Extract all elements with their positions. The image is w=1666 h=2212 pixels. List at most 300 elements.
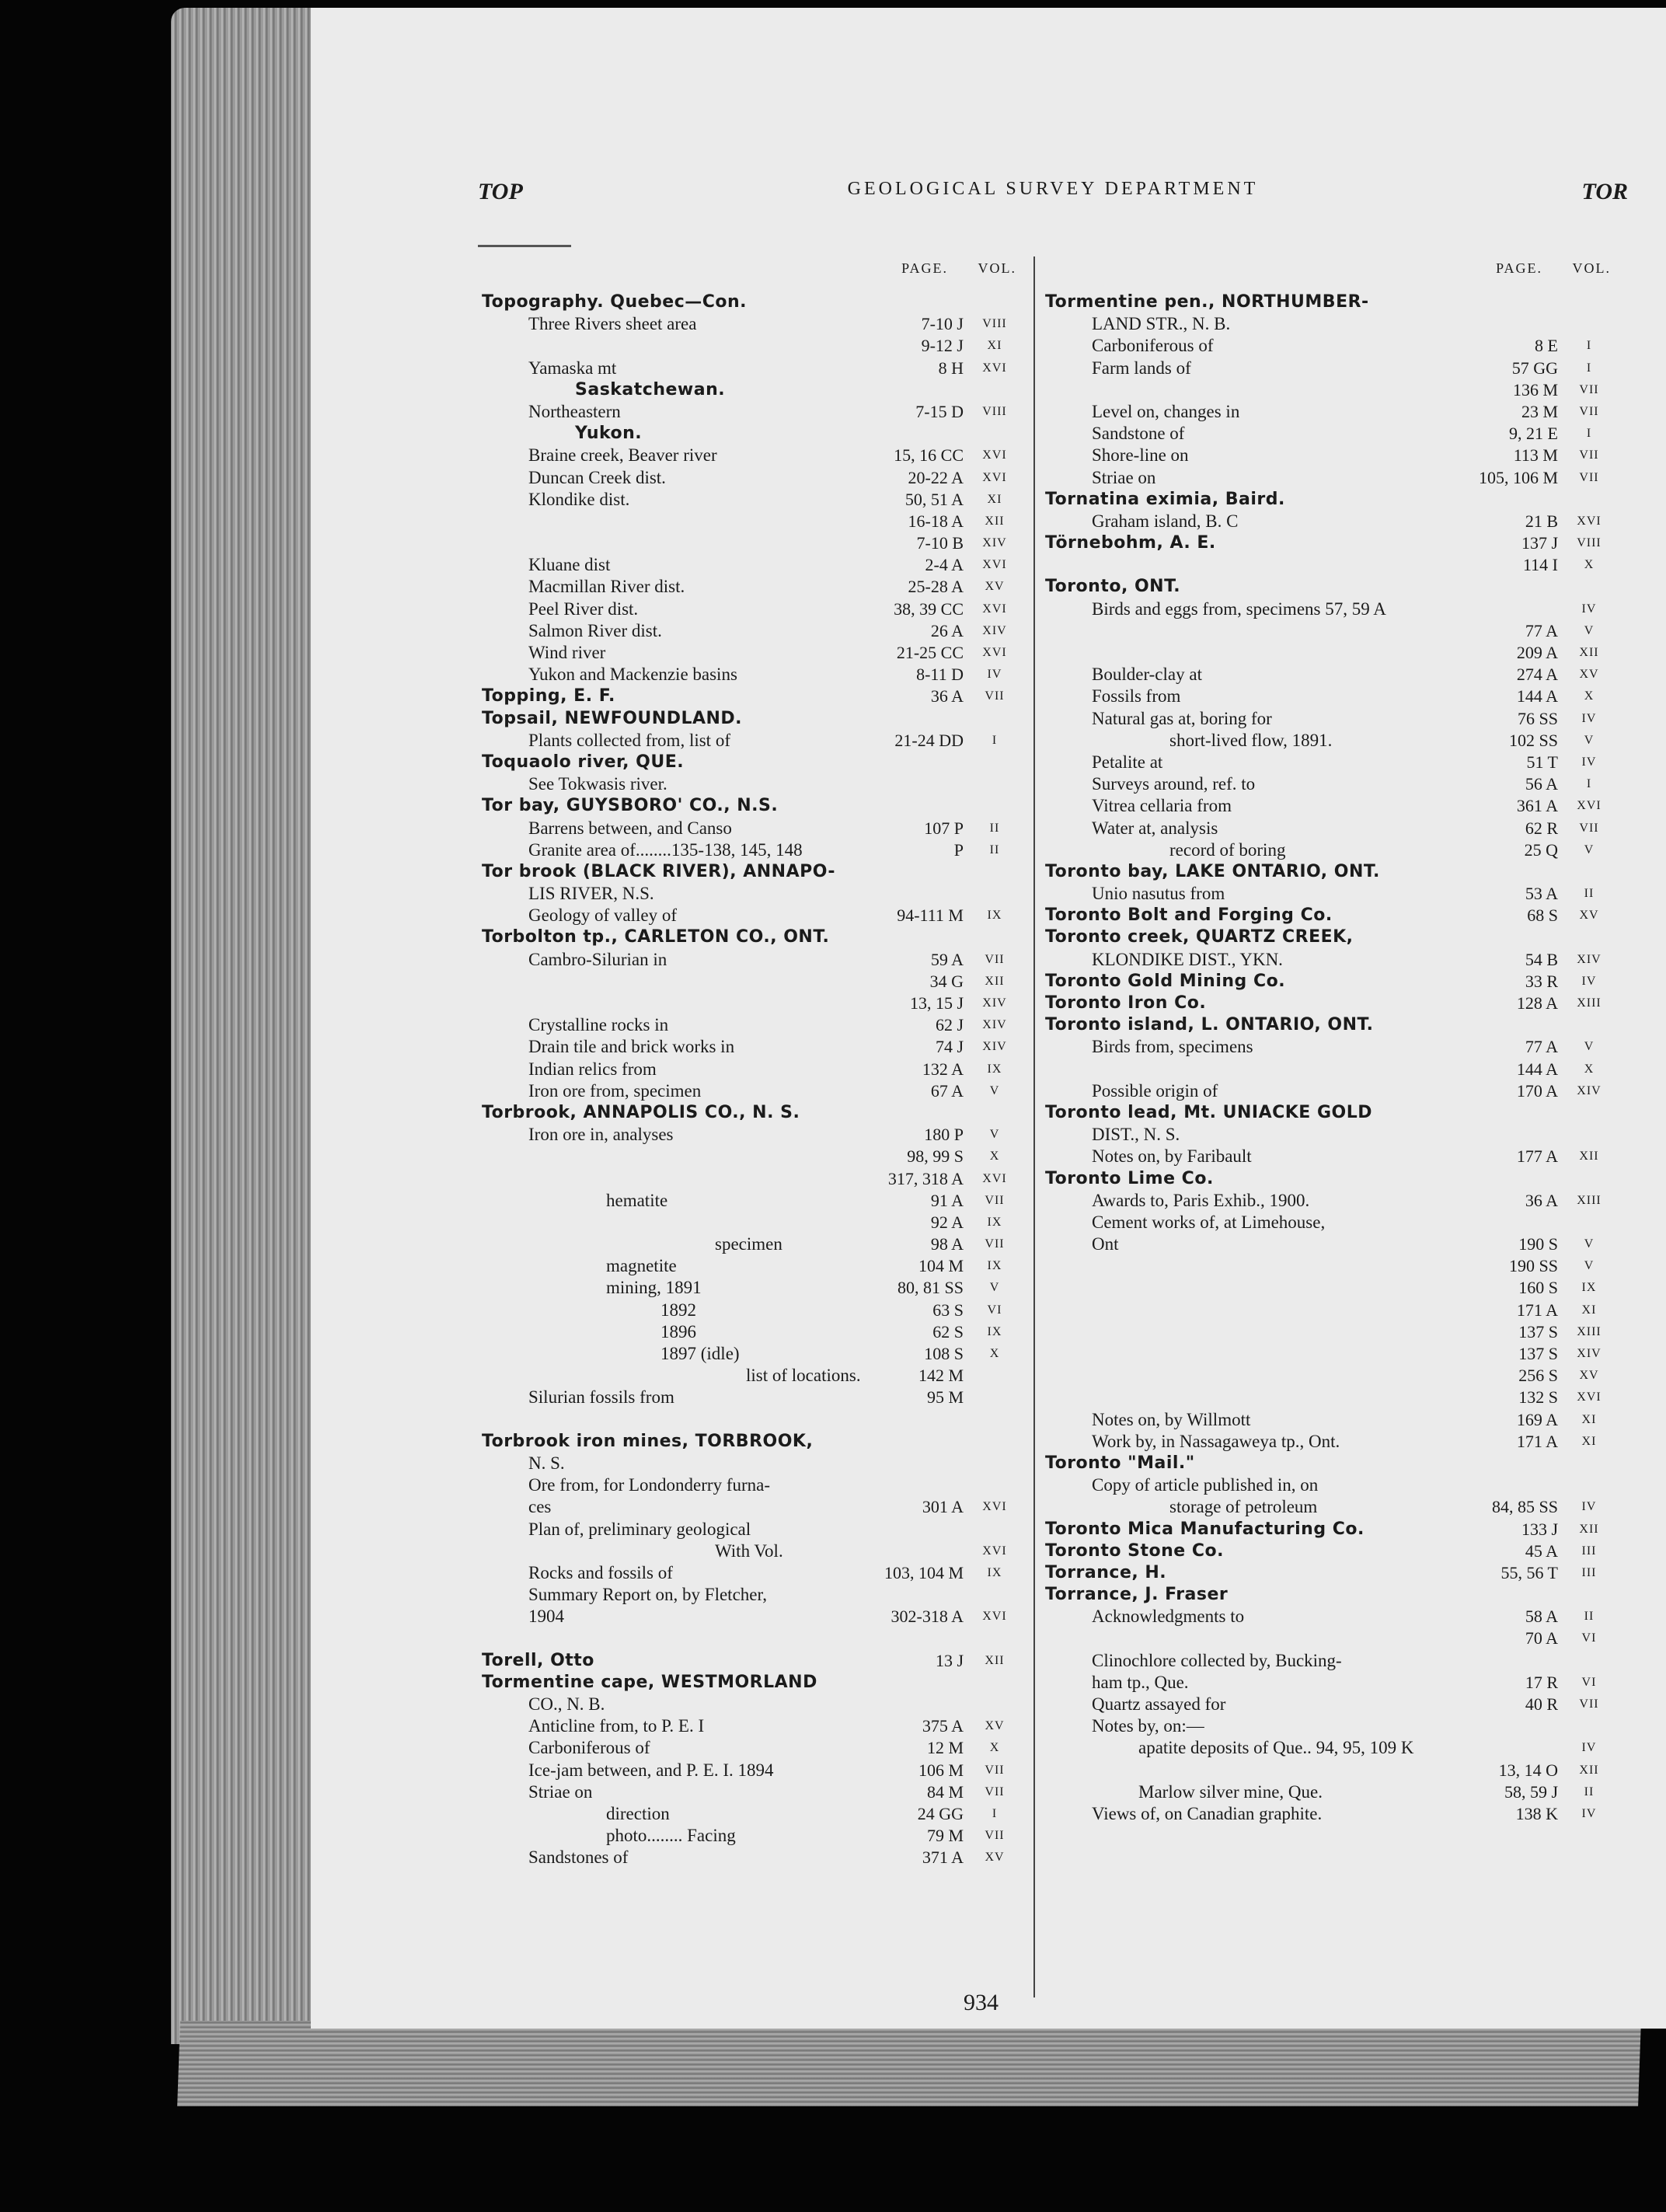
index-entry-row	[482, 401, 1026, 423]
index-heading-row	[482, 423, 1026, 445]
index-entry-row	[482, 905, 1026, 926]
entry-text: KLONDIKE DIST., YKN.	[1092, 949, 1283, 969]
entry-text: 1896	[660, 1321, 696, 1342]
index-entry-row	[482, 1496, 1026, 1518]
volume-ref: I	[992, 1806, 998, 1820]
entry-text: Level on, changes in	[1092, 401, 1240, 421]
index-entry-row	[482, 1014, 1026, 1036]
index-entry-row	[482, 489, 1026, 511]
volume-ref: XII	[1579, 1763, 1599, 1777]
index-heading-row	[482, 861, 1026, 883]
index-heading-row	[1045, 926, 1620, 948]
entry-text: Salmon River dist.	[528, 620, 662, 640]
index-entry-row	[1045, 1760, 1620, 1781]
volume-ref: VII	[1579, 404, 1599, 418]
volume-ref: II	[1584, 887, 1595, 901]
index-entry-row	[482, 1715, 1026, 1737]
page-ref: 67 A	[930, 1080, 964, 1101]
index-entry-row	[482, 1847, 1026, 1868]
entry-heading: Toronto Lime Co.	[1045, 1168, 1214, 1188]
volume-ref: V	[989, 1128, 1000, 1142]
volume-ref: III	[1581, 1565, 1597, 1579]
page-ref: 77 A	[1525, 620, 1558, 640]
index-entry-row	[482, 839, 1026, 861]
volume-ref: X	[1584, 1062, 1595, 1076]
index-entry-row	[482, 620, 1026, 642]
left-column-heading	[482, 260, 1026, 291]
page-ref: 15, 16 CC	[894, 445, 964, 466]
vol-heading: VOL.	[1572, 260, 1611, 276]
index-entry-row	[1045, 423, 1620, 445]
page-ref: 36 A	[930, 686, 964, 707]
entry-heading: Topography. Quebec—Con.	[482, 292, 748, 312]
page-ref: 302-318 A	[891, 1607, 964, 1627]
page-ref: 102 SS	[1509, 730, 1558, 750]
header-left-guide: TOP	[478, 179, 523, 204]
volume-ref: XVI	[982, 602, 1007, 616]
entry-heading: Törnebohm, A. E.	[1045, 533, 1216, 553]
index-entry-row	[482, 1146, 1026, 1167]
volume-ref: III	[1581, 1544, 1597, 1558]
entry-text: Carboniferous of	[1092, 336, 1214, 356]
page-ref: 103, 104 M	[884, 1562, 964, 1582]
index-entry-row	[482, 1190, 1026, 1212]
index-entry-row	[482, 554, 1026, 576]
index-entry-row	[1045, 1628, 1620, 1649]
page-ref: 371 A	[922, 1847, 964, 1868]
page-ref: 7-10 J	[921, 314, 964, 334]
page-ref: 137 J	[1521, 533, 1558, 553]
volume-ref: V	[1584, 733, 1595, 747]
page-ref: 169 A	[1516, 1409, 1558, 1429]
index-entry-row	[1045, 1715, 1620, 1737]
entry-text: Notes by, on:—	[1092, 1716, 1204, 1736]
volume-ref: II	[1584, 1610, 1595, 1624]
volume-ref: IX	[987, 1259, 1002, 1273]
entry-text: ces	[528, 1497, 552, 1517]
page-ref: 114 I	[1522, 555, 1558, 575]
index-entry-row	[482, 1255, 1026, 1277]
entry-text: Anticline from, to P. E. I	[528, 1716, 705, 1736]
header-right-guide: TOR	[1581, 179, 1628, 204]
entry-heading: Toronto lead, Mt. UNIACKE GOLD	[1045, 1102, 1373, 1122]
page-ref: 190 S	[1518, 1234, 1558, 1254]
index-entry-row	[482, 993, 1026, 1014]
index-entry-row	[1045, 1124, 1620, 1146]
page-ref: 21-24 DD	[894, 730, 964, 750]
index-heading-row	[1045, 1168, 1620, 1190]
index-entry-row	[482, 1453, 1026, 1474]
entry-heading: Torbolton tp., CARLETON CO., ONT.	[482, 927, 830, 947]
entry-text: hematite	[606, 1190, 668, 1210]
entry-text: Ont	[1092, 1234, 1119, 1254]
entry-text: Views of, on Canadian graphite.	[1092, 1803, 1323, 1823]
volume-ref: IX	[987, 1062, 1002, 1076]
entry-text: Graham island, B. C	[1092, 511, 1239, 531]
entry-text: Crystalline rocks in	[528, 1015, 669, 1035]
index-entry-row	[482, 1409, 1026, 1431]
entry-text: Granite area of........135-138, 145, 148	[528, 839, 803, 860]
page-ref: 62 R	[1525, 818, 1558, 838]
entry-text: With Vol.	[715, 1540, 783, 1561]
index-entry-row	[482, 1694, 1026, 1715]
page-ref: 57 GG	[1511, 358, 1558, 378]
page-ref: 25 Q	[1524, 839, 1558, 860]
index-heading-row	[482, 1672, 1026, 1694]
index-heading-row	[1045, 861, 1620, 883]
page-ref: 20-22 A	[908, 467, 964, 487]
index-entry-row	[482, 1300, 1026, 1321]
entry-text: 1897 (idle)	[660, 1344, 740, 1363]
page-ref: 53 A	[1525, 884, 1558, 904]
volume-ref: XVI	[982, 1171, 1007, 1185]
page-ref: 76 SS	[1518, 708, 1558, 728]
page-ref: 7-15 D	[915, 401, 964, 421]
volume-ref: XV	[985, 1851, 1005, 1865]
index-entry-row	[482, 1562, 1026, 1584]
volume-ref: V	[989, 1083, 1000, 1097]
index-heading-row	[1045, 1519, 1620, 1540]
entry-text: Klondike dist.	[528, 489, 630, 509]
volume-ref: V	[1584, 1237, 1595, 1251]
page-ref: 9-12 J	[921, 336, 964, 356]
index-entry-row	[1045, 1233, 1620, 1255]
page-ref: 274 A	[1516, 665, 1558, 685]
volume-ref: I	[1586, 361, 1592, 375]
entry-text: CO., N. B.	[528, 1694, 605, 1714]
page-ref: 108 S	[924, 1344, 964, 1363]
index-heading-row	[482, 1431, 1026, 1453]
volume-ref: IV	[1581, 602, 1597, 616]
entry-text: Cement works of, at Limehouse,	[1092, 1212, 1326, 1232]
page-ref: 84, 85 SS	[1492, 1497, 1558, 1517]
entry-heading: Toronto Gold Mining Co.	[1045, 971, 1286, 991]
entry-text: Three Rivers sheet area	[528, 314, 697, 334]
page-ref: 94-111 M	[897, 905, 964, 926]
index-entry-row	[482, 445, 1026, 466]
page-ref: 16-18 A	[908, 511, 964, 531]
index-entry-row	[1045, 620, 1620, 642]
entry-text: Natural gas at, boring for	[1092, 708, 1272, 728]
entry-heading: Toronto Stone Co.	[1045, 1540, 1224, 1561]
entry-text: specimen	[715, 1234, 782, 1254]
volume-ref: V	[989, 1281, 1000, 1295]
volume-ref: XI	[1581, 1412, 1597, 1426]
index-entry-row	[482, 971, 1026, 993]
index-heading-row	[1045, 1562, 1620, 1584]
entry-text: Rocks and fossils of	[528, 1562, 673, 1582]
entry-text: Notes on, by Faribault	[1092, 1146, 1252, 1167]
volume-ref: XVI	[982, 361, 1007, 375]
page-ref: 7-10 B	[916, 533, 964, 553]
entry-heading: Torell, Otto	[482, 1650, 594, 1670]
volume-ref: IX	[987, 1565, 1002, 1579]
entry-heading: Toronto Iron Co.	[1045, 993, 1207, 1013]
entry-text: Iron ore in, analyses	[528, 1125, 674, 1145]
page-ref: 51 T	[1526, 752, 1558, 772]
page-ref: 98 A	[930, 1234, 964, 1254]
index-entry-row	[1045, 664, 1620, 686]
entry-text: Indian relics from	[528, 1059, 657, 1079]
page-ref: 177 A	[1516, 1146, 1558, 1167]
volume-ref: XIII	[1577, 1324, 1602, 1338]
index-entry-row	[482, 1519, 1026, 1540]
entry-heading: Tornatina eximia, Baird.	[1045, 489, 1285, 509]
entry-text: Birds from, specimens	[1092, 1037, 1253, 1057]
page-ref: 137 S	[1518, 1344, 1558, 1363]
index-entry-row	[482, 664, 1026, 686]
entry-text: Shore-line on	[1092, 445, 1189, 466]
entry-text: record of boring	[1169, 839, 1286, 860]
entry-heading: Tor bay, GUYSBORO' CO., N.S.	[482, 796, 779, 816]
index-entry-row	[482, 511, 1026, 532]
index-heading-row	[482, 795, 1026, 817]
page-ref: 136 M	[1512, 379, 1558, 399]
page-ref: 190 SS	[1509, 1256, 1558, 1276]
volume-ref: XVI	[1577, 514, 1602, 528]
volume-ref: I	[1586, 339, 1592, 353]
index-entry-row	[1045, 1650, 1620, 1672]
page-ref: 13, 14 O	[1498, 1760, 1558, 1780]
index-entry-row	[482, 1124, 1026, 1146]
index-entry-row	[1045, 358, 1620, 379]
volume-ref: VI	[1581, 1631, 1597, 1645]
header-rule	[478, 245, 571, 247]
index-entry-row	[482, 1825, 1026, 1847]
entry-heading: Topsail, NEWFOUNDLAND.	[482, 708, 743, 728]
page-ref: 13 J	[935, 1650, 964, 1670]
page-ref: 33 R	[1525, 971, 1558, 991]
volume-ref: XVI	[982, 1610, 1007, 1624]
index-entry-row	[482, 642, 1026, 664]
index-heading-row	[1045, 993, 1620, 1014]
page-number: 934	[964, 1990, 999, 2015]
volume-ref: XII	[1579, 1150, 1599, 1164]
volume-ref: XII	[1579, 646, 1599, 659]
volume-ref: XIV	[1577, 1083, 1602, 1097]
volume-ref: XIV	[1577, 952, 1602, 966]
volume-ref: XV	[1579, 1369, 1599, 1383]
page-ref: 8-11 D	[916, 665, 964, 685]
entry-text: Braine creek, Beaver river	[528, 445, 717, 466]
index-entry-row	[1045, 1343, 1620, 1365]
volume-ref: XIV	[982, 1040, 1007, 1054]
entry-text: Peel River dist.	[528, 598, 639, 619]
index-entry-row	[1045, 335, 1620, 357]
page-ref: 70 A	[1525, 1628, 1558, 1649]
entry-heading: Saskatchewan.	[575, 379, 726, 399]
entry-text: Plan of, preliminary geological	[528, 1519, 751, 1539]
page-ref: 2-4 A	[925, 555, 964, 575]
entry-text: Macmillan River dist.	[528, 577, 685, 597]
volume-ref: X	[989, 1741, 1000, 1755]
page-ref: 13, 15 J	[909, 993, 964, 1013]
page-ref: 171 A	[1516, 1431, 1558, 1451]
volume-ref: II	[989, 821, 1000, 835]
entry-heading: Torrance, J. Fraser	[1045, 1585, 1229, 1605]
volume-ref: V	[1584, 843, 1595, 857]
book-bottom-edges	[177, 2021, 1641, 2106]
book-page-edges	[171, 8, 319, 2044]
index-entry-row	[482, 1080, 1026, 1102]
entry-text: Cambro-Silurian in	[528, 949, 667, 969]
entry-text: Yukon and Mackenzie basins	[528, 665, 737, 685]
volume-ref: VII	[1579, 1697, 1599, 1711]
index-entry-row	[1045, 1387, 1620, 1408]
index-page	[311, 8, 1666, 2029]
entry-text: Ice-jam between, and P. E. I. 1894	[528, 1760, 774, 1780]
volume-ref: XIV	[1577, 1347, 1602, 1360]
volume-ref: XV	[1579, 909, 1599, 923]
entry-text: Work by, in Nassagaweya tp., Ont.	[1092, 1431, 1340, 1451]
volume-ref: IV	[1581, 1806, 1597, 1820]
index-entry-row	[1045, 818, 1620, 839]
page-ref: 40 R	[1525, 1694, 1558, 1714]
page-ref: 79 M	[926, 1826, 964, 1846]
entry-heading: Toquaolo river, QUE.	[482, 752, 685, 772]
volume-ref: XVI	[982, 1544, 1007, 1558]
entry-text: Fossils from	[1092, 686, 1181, 707]
index-entry-row	[482, 467, 1026, 489]
page-ref: 98, 99 S	[907, 1146, 964, 1167]
index-entry-row	[1045, 1803, 1620, 1825]
entry-text: Ore from, for Londonderry furna-	[528, 1475, 771, 1495]
entry-heading: Torbrook iron mines, TORBROOK,	[482, 1431, 814, 1451]
index-entry-row	[482, 818, 1026, 839]
entry-heading: Toronto bay, LAKE ONTARIO, ONT.	[1045, 861, 1380, 881]
page-ref: 301 A	[922, 1497, 964, 1517]
volume-ref: VII	[985, 952, 1005, 966]
page-ref: 21-25 CC	[896, 643, 964, 662]
index-entry-row	[1045, 554, 1620, 576]
volume-ref: V	[1584, 623, 1595, 637]
volume-ref: VII	[985, 1829, 1005, 1843]
volume-ref: X	[989, 1347, 1000, 1360]
index-heading-row	[1045, 905, 1620, 926]
index-entry-row	[482, 532, 1026, 554]
index-entry-row	[1045, 1606, 1620, 1628]
index-entry-row	[1045, 1365, 1620, 1387]
vol-heading: VOL.	[978, 260, 1016, 276]
index-entry-row	[1045, 642, 1620, 664]
index-entry-row	[1045, 445, 1620, 466]
volume-ref: XV	[985, 580, 1005, 594]
volume-ref: X	[989, 1150, 1000, 1164]
page-ref: 256 S	[1518, 1366, 1558, 1386]
column-divider	[1033, 256, 1035, 1997]
volume-ref: I	[1586, 777, 1592, 791]
volume-ref: I	[1586, 427, 1592, 441]
index-entry-row	[1045, 752, 1620, 773]
index-entry-row	[1045, 313, 1620, 335]
entry-text: Farm lands of	[1092, 358, 1191, 378]
right-column-heading	[1045, 260, 1620, 291]
page-ref: 26 A	[930, 620, 964, 640]
entry-heading: Toronto island, L. ONTARIO, ONT.	[1045, 1015, 1374, 1035]
running-header	[478, 179, 1628, 218]
index-entry-row	[482, 1803, 1026, 1825]
volume-ref: XIII	[1577, 1193, 1602, 1207]
page-ref: 23 M	[1521, 401, 1558, 421]
entry-text: photo........ Facing	[606, 1826, 736, 1846]
index-heading-row	[1045, 291, 1620, 313]
volume-ref: VII	[985, 1193, 1005, 1207]
volume-ref: XI	[987, 339, 1002, 353]
entry-text: Northeastern	[528, 401, 621, 421]
entry-text: Summary Report on, by Fletcher,	[528, 1585, 767, 1605]
index-entry-row	[482, 1212, 1026, 1233]
entry-text: Unio nasutus from	[1092, 884, 1225, 904]
volume-ref: IV	[1581, 1500, 1597, 1514]
page-ref: 84 M	[926, 1781, 964, 1802]
index-entry-row	[482, 1059, 1026, 1080]
index-entry-row	[1045, 883, 1620, 905]
volume-ref: XII	[985, 974, 1005, 988]
entry-text: Barrens between, and Canso	[528, 818, 732, 838]
index-entry-row	[1045, 795, 1620, 817]
index-heading-row	[1045, 1102, 1620, 1124]
volume-ref: XII	[985, 1653, 1005, 1667]
page-ref: 144 A	[1516, 686, 1558, 707]
index-entry-row	[1045, 1300, 1620, 1321]
index-heading-row	[1045, 1453, 1620, 1474]
volume-ref: VIII	[982, 404, 1007, 418]
index-entry-row	[1045, 686, 1620, 707]
index-entry-row	[1045, 1694, 1620, 1715]
page-ref: 375 A	[922, 1716, 964, 1736]
entry-heading: Tormentine pen., NORTHUMBER-	[1045, 292, 1369, 312]
entry-text: Kluane dist	[528, 555, 611, 575]
volume-ref: XVI	[982, 558, 1007, 572]
page-ref: 91 A	[930, 1190, 964, 1210]
page-ref: 8 H	[938, 358, 964, 378]
volume-ref: XI	[987, 492, 1002, 506]
entry-text: Striae on	[1092, 467, 1156, 487]
index-entry-row	[1045, 1146, 1620, 1167]
page-ref: 144 A	[1516, 1059, 1558, 1079]
entry-heading: Toronto Bolt and Forging Co.	[1045, 905, 1333, 926]
entry-text: Boulder-clay at	[1092, 665, 1202, 685]
page-ref: 107 P	[924, 818, 964, 838]
page-ref: 104 M	[918, 1256, 964, 1276]
index-entry-row	[482, 1321, 1026, 1343]
index-heading-row	[482, 752, 1026, 773]
entry-text: N. S.	[528, 1453, 565, 1473]
entry-text: See Tokwasis river.	[528, 774, 667, 794]
index-entry-row	[482, 1540, 1026, 1562]
page-ref: 160 S	[1518, 1278, 1558, 1298]
index-entry-row	[1045, 773, 1620, 795]
entry-heading: Toronto creek, QUARTZ CREEK,	[1045, 927, 1354, 947]
volume-ref: XVI	[982, 646, 1007, 659]
index-heading-row	[482, 1102, 1026, 1124]
index-entry-row	[1045, 708, 1620, 730]
page-ref: 133 J	[1521, 1519, 1558, 1539]
entry-text: direction	[606, 1803, 670, 1823]
page-ref: 56 A	[1525, 774, 1558, 794]
entry-heading: Tormentine cape, WESTMORLAND	[482, 1672, 817, 1692]
page-ref: P	[953, 839, 964, 860]
index-entry-row	[1045, 1474, 1620, 1496]
index-entry-row	[1045, 1080, 1620, 1102]
volume-ref: IV	[1581, 711, 1597, 725]
index-entry-row	[1045, 401, 1620, 423]
index-entry-row	[482, 1628, 1026, 1649]
page-ref: 63 S	[932, 1300, 964, 1320]
volume-ref: XV	[985, 1719, 1005, 1733]
index-entry-row	[482, 598, 1026, 620]
index-heading-row	[482, 708, 1026, 730]
